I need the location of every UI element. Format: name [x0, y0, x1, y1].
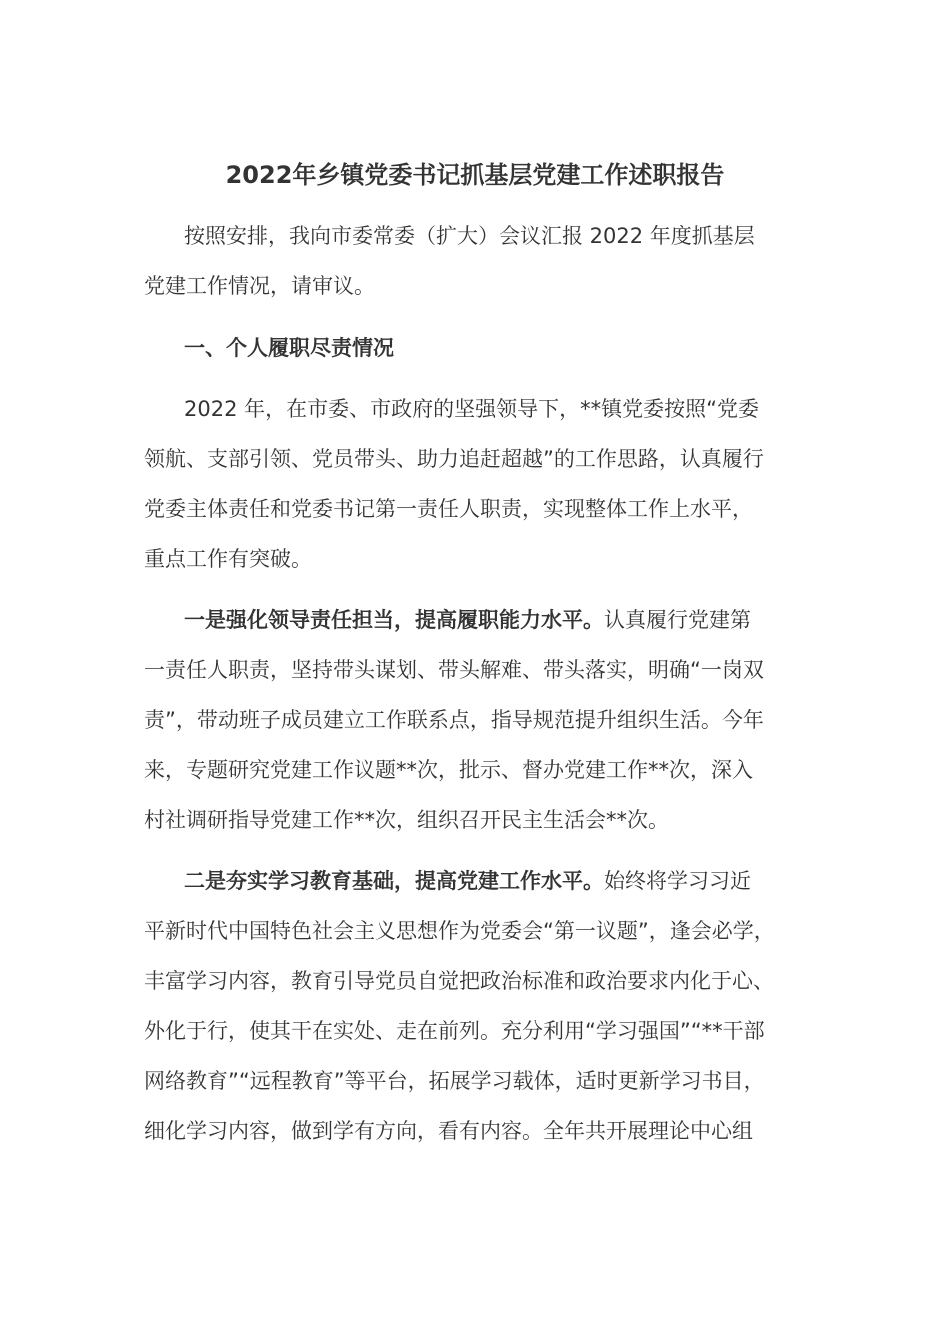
- para2-line-3: 责”，带动班子成员建立工作联系点，指导规范提升组织生活。今年: [144, 708, 764, 732]
- para3-line-4: 外化于行，使其干在实处、走在前列。充分利用“学习强国”“**干部: [144, 1019, 765, 1043]
- para3-line-2: 平新时代中国特色社会主义思想作为党委会“第一议题”，逢会必学，: [144, 919, 775, 943]
- para3-first-rest: 始终将学习习近: [604, 869, 751, 893]
- para3-line-3: 丰富学习内容，教育引导党员自觉把政治标准和政治要求内化于心、: [144, 969, 774, 993]
- para3-line-6: 细化学习内容，做到学有方向，看有内容。全年共开展理论中心组: [144, 1119, 753, 1143]
- para2-line-4: 来，专题研究党建工作议题**次，批示、督办党建工作**次，深入: [144, 758, 753, 782]
- para2-first-rest: 认真履行党建第: [604, 608, 751, 632]
- para3-line-1: [184, 864, 864, 898]
- para2-lead: 一是强化领导责任担当，提高履职能力水平。: [184, 608, 604, 632]
- para3-lead: 二是夯实学习教育基础，提高党建工作水平。: [184, 869, 604, 893]
- intro-line-2: 党建工作情况，请审议。: [144, 274, 375, 298]
- para1-line-4: 重点工作有突破。: [144, 547, 312, 571]
- para2-line-5: 村社调研指导党建工作**次，组织召开民主生活会**次。: [144, 808, 669, 832]
- document-title: 2022年乡镇党委书记抓基层党建工作述职报告: [225, 161, 725, 189]
- para1-line-2: 领航、支部引领、党员带头、助力追赶超越”的工作思路，认真履行: [144, 447, 764, 471]
- para1-line-3: 党委主体责任和党委书记第一责任人职责，实现整体工作上水平，: [144, 497, 753, 521]
- intro-line-1: 按照安排，我向市委常委（扩大）会议汇报 2022 年度抓基层: [184, 224, 755, 248]
- para1-line-1: 2022 年，在市委、市政府的坚强领导下，**镇党委按照“党委: [184, 397, 759, 421]
- para3-line-5: 网络教育”“远程教育”等平台，拓展学习载体，适时更新学习书目，: [144, 1069, 765, 1093]
- para2-line-1: [184, 603, 864, 637]
- para2-line-2: 一责任人职责，坚持带头谋划、带头解难、带头落实，明确“一岗双: [144, 658, 764, 682]
- section-heading-1: 一、个人履职尽责情况: [184, 336, 394, 360]
